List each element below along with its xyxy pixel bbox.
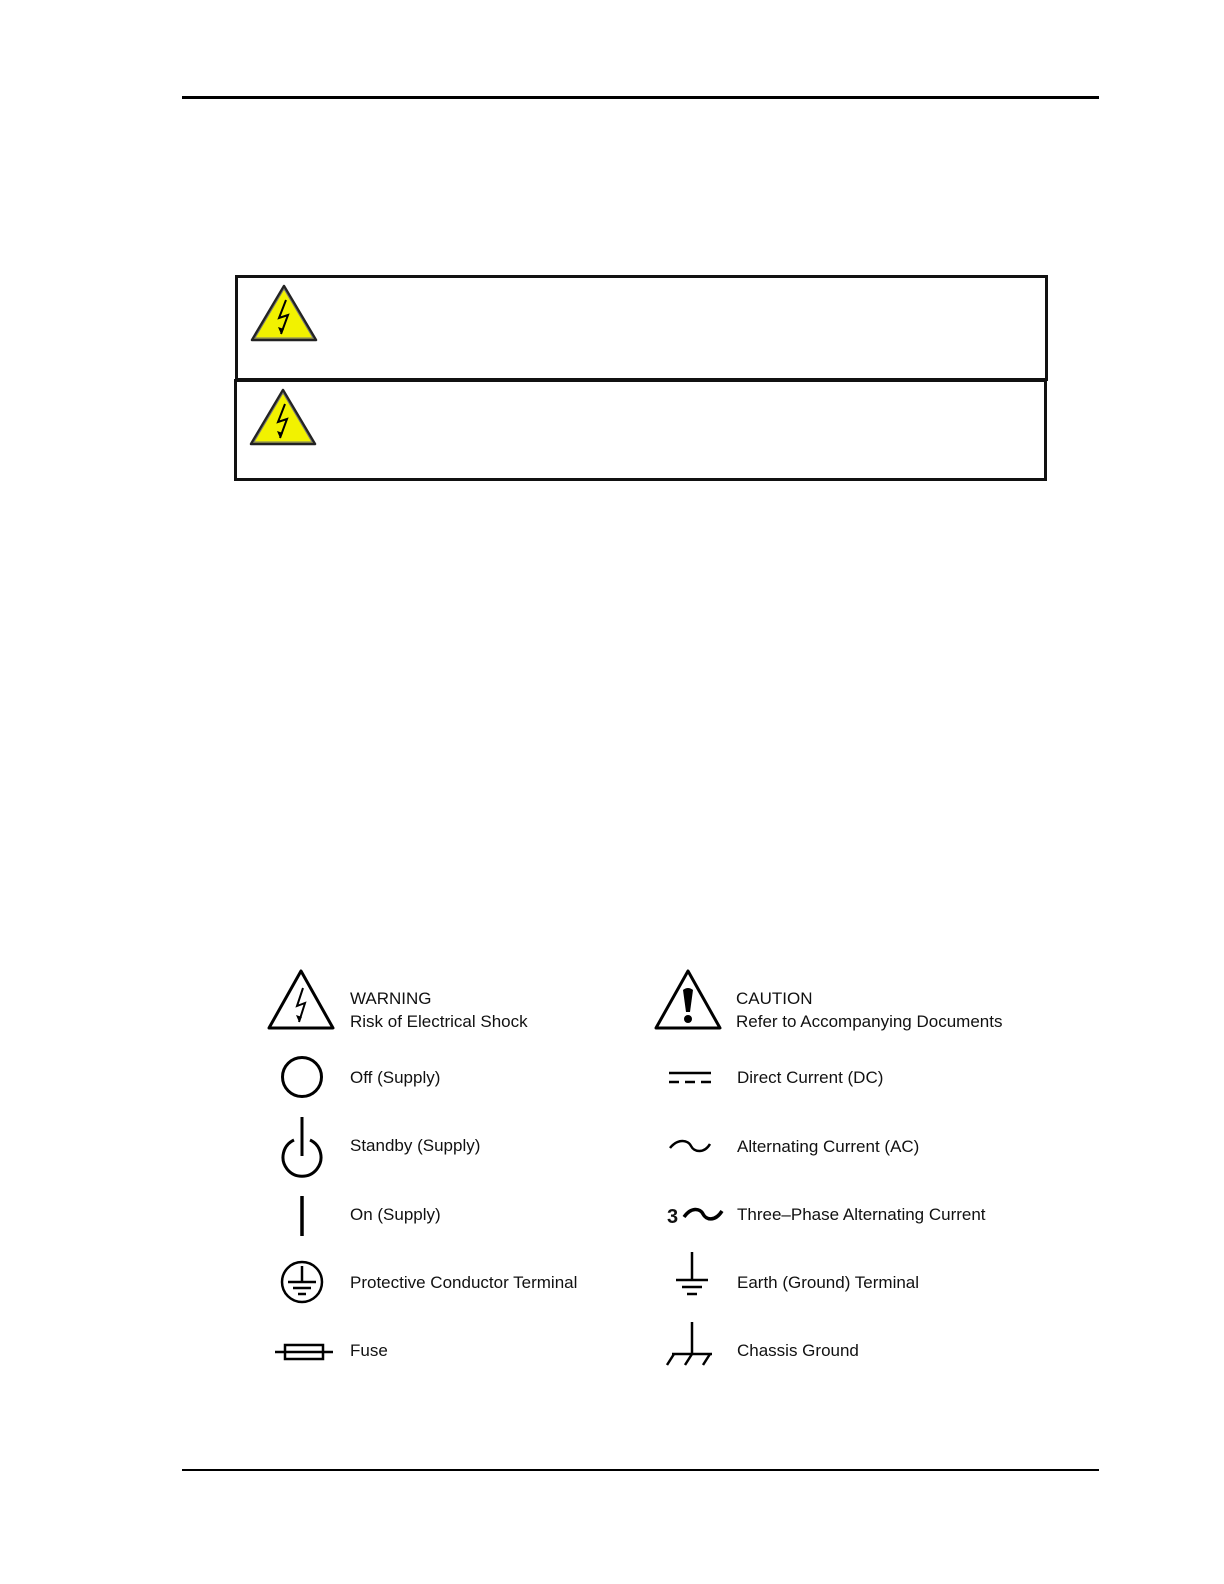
fuse-icon	[273, 1340, 335, 1364]
chassis-ground-label: Chassis Ground	[737, 1341, 859, 1360]
fuse-label: Fuse	[350, 1341, 388, 1360]
footer-rule	[182, 1469, 1099, 1471]
protective-conductor-label: Protective Conductor Terminal	[350, 1273, 578, 1292]
three-phase-prefix: 3	[667, 1206, 679, 1228]
caution-desc: Refer to Accompanying Documents	[736, 1012, 1003, 1031]
alternating-current-icon	[668, 1136, 712, 1156]
alternating-current-label: Alternating Current (AC)	[737, 1137, 920, 1156]
direct-current-icon	[667, 1068, 713, 1088]
earth-ground-icon	[672, 1250, 712, 1298]
off-circle-icon	[279, 1054, 325, 1100]
standby-power-icon	[279, 1114, 325, 1178]
electrical-shock-triangle-icon	[266, 968, 336, 1032]
on-line-icon	[290, 1194, 314, 1238]
direct-current-label: Direct Current (DC)	[737, 1068, 884, 1087]
three-phase-ac-icon	[682, 1204, 724, 1226]
exclamation-triangle-icon	[653, 968, 723, 1032]
protective-earth-icon	[278, 1258, 326, 1306]
standby-supply-label: Standby (Supply)	[350, 1136, 481, 1155]
warning-title: WARNING	[350, 989, 432, 1008]
warning-desc: Risk of Electrical Shock	[350, 1012, 528, 1031]
on-supply-label: On (Supply)	[350, 1205, 441, 1224]
caution-title: CAUTION	[736, 989, 813, 1008]
three-phase-label: Three–Phase Alternating Current	[737, 1205, 986, 1224]
off-supply-label: Off (Supply)	[350, 1068, 441, 1087]
chassis-ground-icon	[664, 1320, 716, 1368]
earth-ground-label: Earth (Ground) Terminal	[737, 1273, 920, 1292]
